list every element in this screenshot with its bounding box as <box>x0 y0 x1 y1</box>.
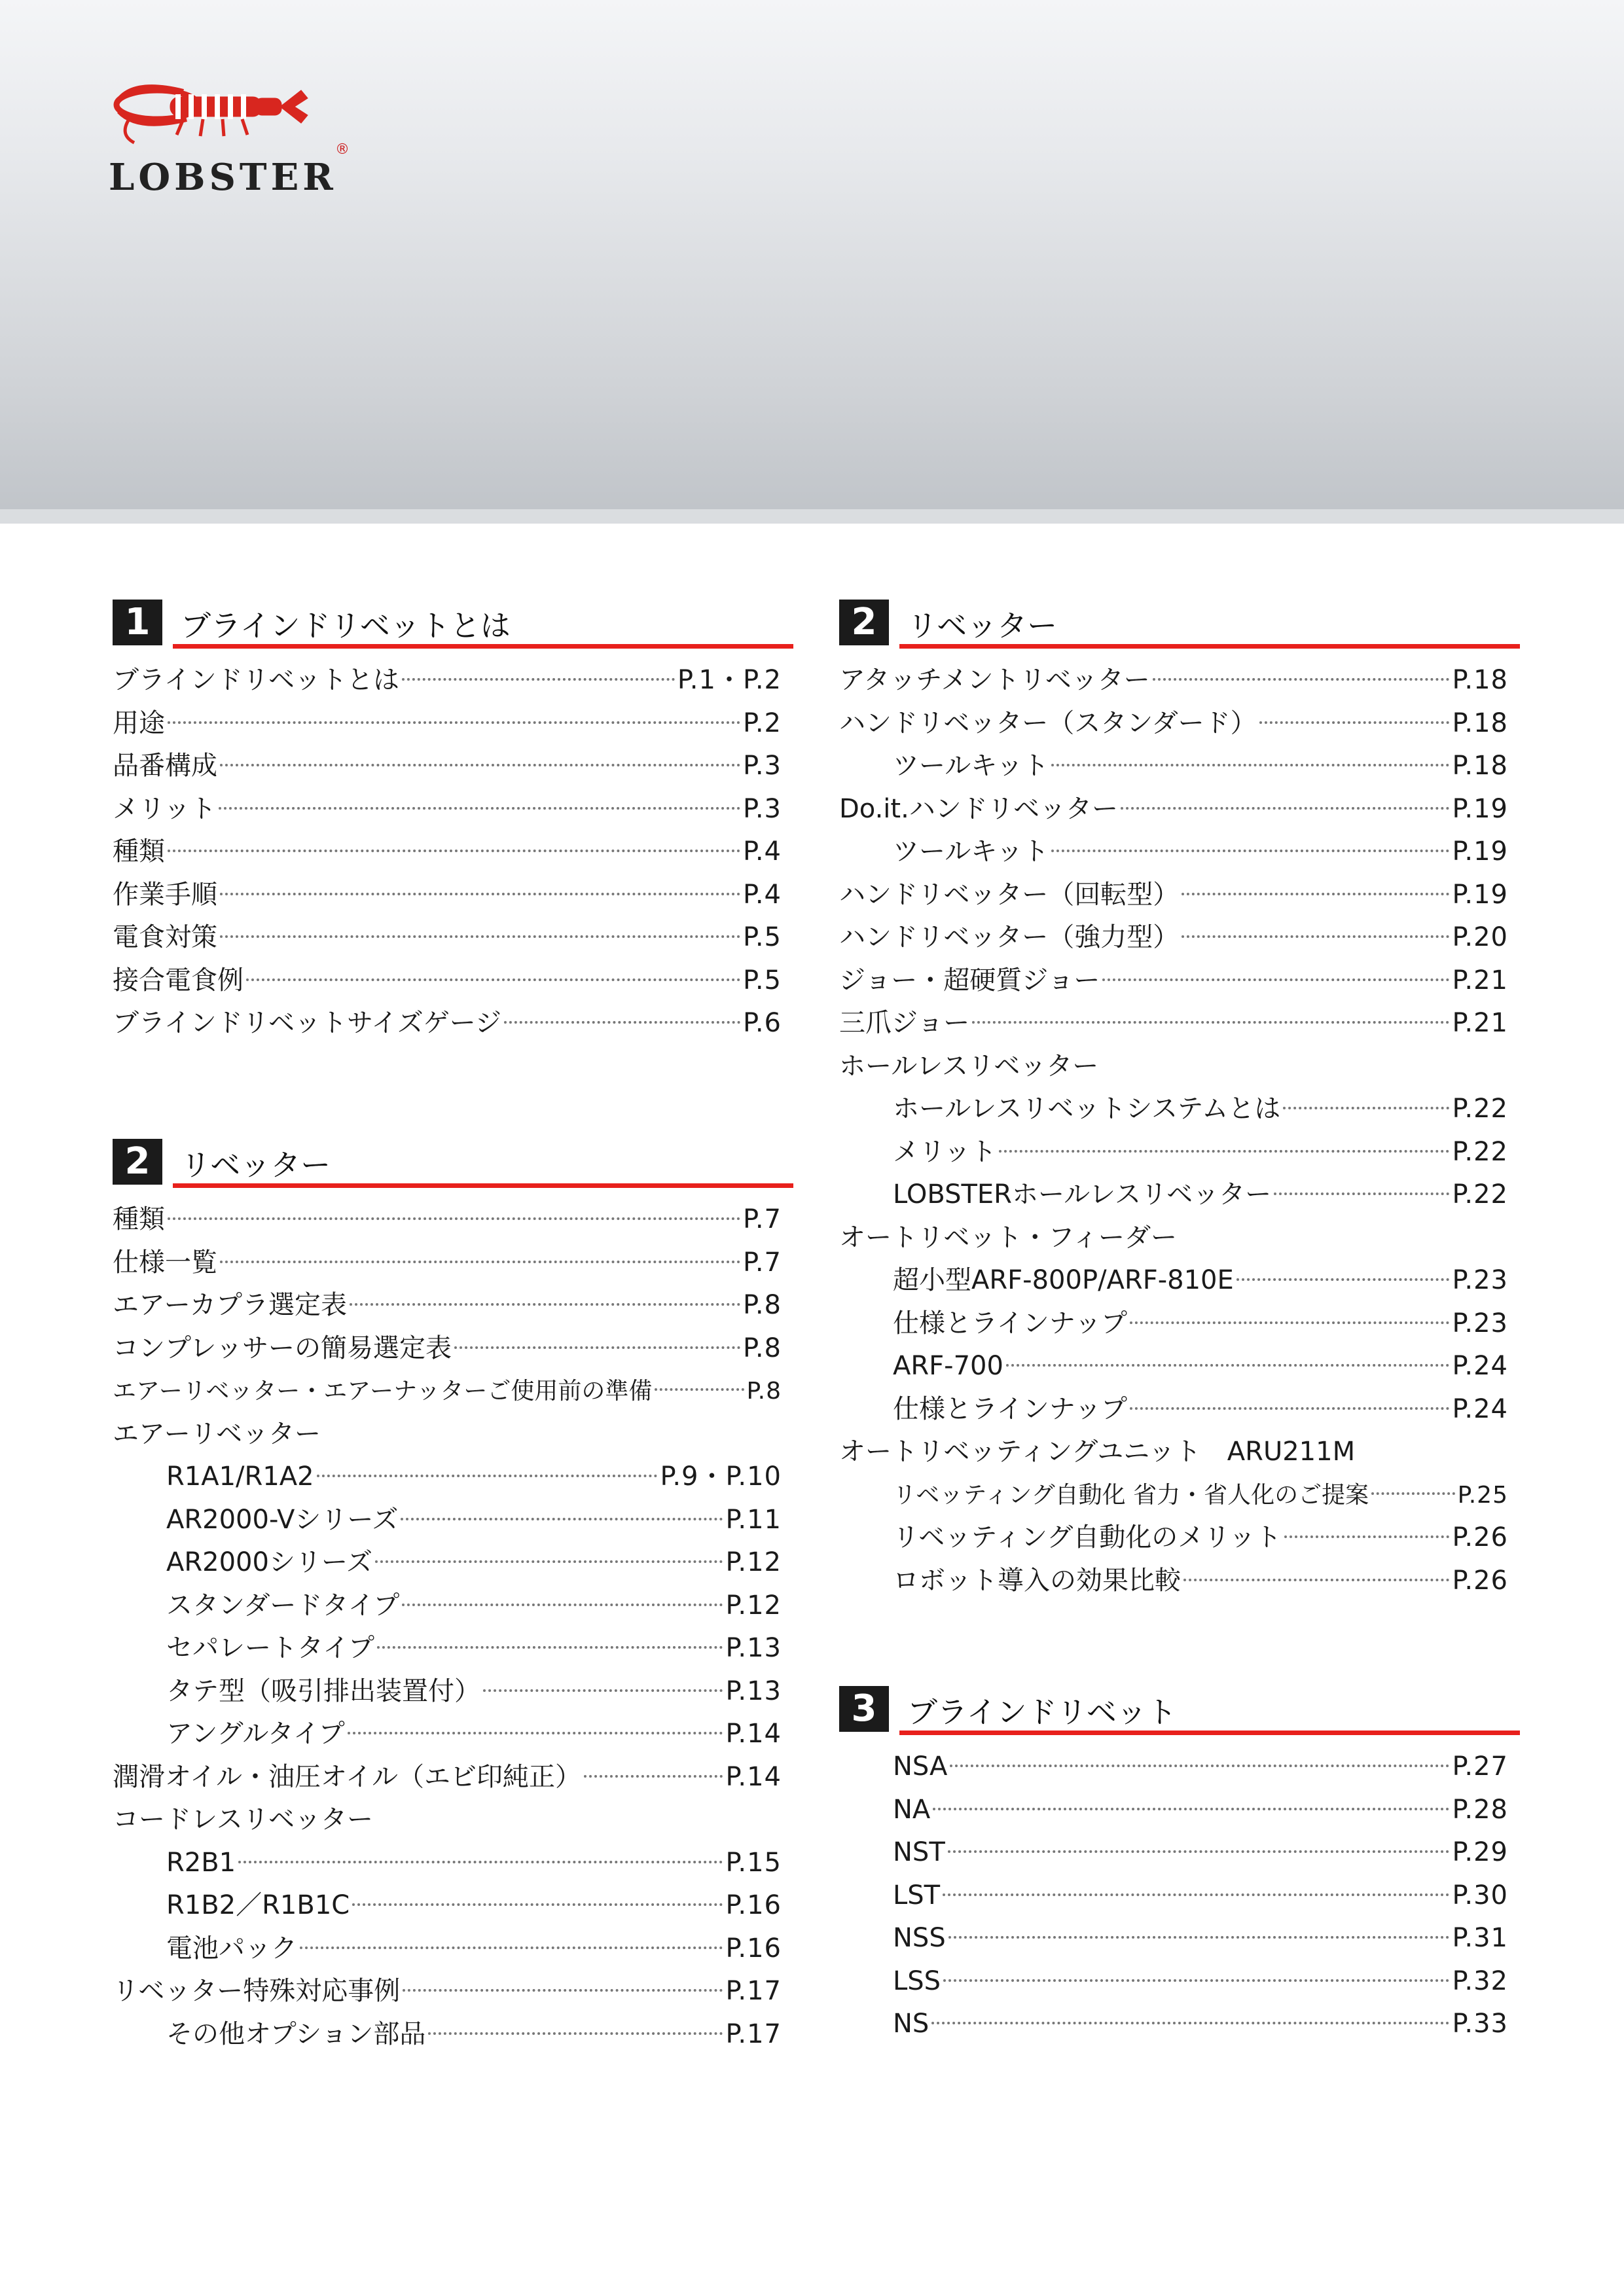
toc-entry <box>839 1516 1508 1560</box>
lobster-logo-icon <box>105 72 353 157</box>
dot-leader <box>1259 721 1450 724</box>
toc-entry-title: NSA <box>893 1751 948 1782</box>
toc-entry-page: P.8 <box>742 1290 782 1320</box>
toc-entry-title: ロボット導入の効果比較 <box>893 1565 1181 1596</box>
toc-entry-page: P.26 <box>1452 1565 1508 1596</box>
toc-entry-title: 接合電食例 <box>113 965 244 996</box>
dot-leader <box>931 2022 1449 2024</box>
toc-entry-page: P.24 <box>1452 1351 1508 1381</box>
toc-entry-page: P.18 <box>1452 665 1508 695</box>
dot-leader <box>168 1217 740 1220</box>
registered-mark: ® <box>335 141 350 158</box>
toc-entry <box>113 874 782 917</box>
toc-entry-page: P.8 <box>742 1333 782 1363</box>
toc-entry <box>839 745 1508 788</box>
toc-entry-title: エアーカプラ選定表 <box>113 1290 347 1320</box>
toc-entry-title: ブラインドリベットサイズゲージ <box>113 1008 501 1038</box>
toc-entry-page: P.13 <box>725 1676 782 1706</box>
toc-entry-page: P.30 <box>1452 1880 1508 1910</box>
toc-list <box>839 659 1508 1602</box>
toc-entry-title: ホールレスリベットシステムとは <box>893 1094 1281 1124</box>
toc-entry <box>839 1831 1508 1874</box>
toc-entry-page: P.1・P.2 <box>677 665 782 695</box>
dot-leader <box>220 764 740 766</box>
dot-leader <box>348 1732 723 1734</box>
toc-entry <box>839 659 1508 702</box>
toc-entry <box>839 1302 1508 1346</box>
dot-leader <box>375 1560 723 1563</box>
toc-entry-page: P.25 <box>1457 1481 1508 1509</box>
toc-entry <box>113 1541 782 1585</box>
toc-entry-title: リベッティング自動化のメリット <box>893 1522 1282 1552</box>
toc-entry-page: P.19 <box>1452 836 1508 867</box>
toc-entry-title: ハンドリベッター（強力型） <box>839 922 1180 952</box>
toc-entry-page: P.9・P.10 <box>660 1462 782 1492</box>
dot-leader <box>950 1765 1449 1767</box>
toc-entry <box>839 1431 1508 1474</box>
toc-entry-title: オートリベット・フィーダー <box>839 1222 1177 1253</box>
toc-entry-title: R1B2／R1B1C <box>166 1890 350 1920</box>
dot-leader <box>1274 1193 1449 1195</box>
toc-entry-title: エアーリベッター・エアーナッターご使用前の準備 <box>113 1378 653 1405</box>
toc-entry-page: P.5 <box>742 922 782 952</box>
dot-leader <box>1182 893 1449 895</box>
toc-entry-page: P.7 <box>742 1247 782 1278</box>
toc-entry-page: P.22 <box>1452 1179 1508 1210</box>
section-header <box>113 596 793 648</box>
dot-leader <box>1121 807 1449 810</box>
section-3 <box>839 1682 1520 2046</box>
toc-entry-page: P.5 <box>742 965 782 996</box>
toc-entry-title: スタンダードタイプ <box>166 1590 400 1621</box>
toc-entry-page: P.21 <box>1452 1008 1508 1038</box>
section-title: リベッター <box>181 1147 331 1183</box>
section-2-left <box>113 1135 793 2056</box>
toc-entry-page: P.6 <box>742 1008 782 1038</box>
toc-entry-page: P.32 <box>1452 1965 1508 1996</box>
toc-entry <box>113 916 782 960</box>
toc-entry <box>839 1088 1508 1131</box>
dot-leader <box>999 1150 1449 1153</box>
dot-leader <box>1102 978 1449 981</box>
dot-leader <box>1051 850 1449 852</box>
section-2-right <box>839 596 1520 1602</box>
dot-leader <box>933 1808 1449 1810</box>
toc-entry-page: P.27 <box>1452 1751 1508 1782</box>
dot-leader <box>1182 935 1449 938</box>
dot-leader <box>1130 1407 1449 1410</box>
toc-entry-page: P.11 <box>725 1504 782 1535</box>
toc-entry-title: 電池パック <box>166 1933 297 1964</box>
toc-entry <box>113 1799 782 1842</box>
toc-entry <box>839 1345 1508 1388</box>
toc-entry-title: ARF-700 <box>893 1351 1003 1381</box>
toc-entry-title: 超小型ARF-800P/ARF-810E <box>893 1265 1234 1295</box>
toc-entry <box>113 1499 782 1542</box>
dot-leader <box>454 1346 740 1349</box>
toc-entry-page: P.29 <box>1452 1837 1508 1867</box>
toc-entry-title: タテ型（吸引排出装置付） <box>166 1676 480 1706</box>
toc-entry <box>839 1217 1508 1260</box>
toc-entry-title: AR2000-Vシリーズ <box>166 1504 399 1535</box>
toc-entry-page: P.17 <box>725 1976 782 2006</box>
toc-entry-title: アタッチメントリベッター <box>839 665 1150 695</box>
toc-entry-page: P.26 <box>1452 1522 1508 1552</box>
toc-entry <box>839 1131 1508 1174</box>
dot-leader <box>246 978 740 981</box>
toc-entry <box>839 1560 1508 1603</box>
section-1 <box>113 596 793 1045</box>
dot-leader <box>350 1303 740 1306</box>
toc-entry-title: アングルタイプ <box>166 1719 345 1749</box>
dot-leader <box>1371 1492 1455 1495</box>
section-title: ブラインドリベット <box>907 1695 1177 1730</box>
dot-leader <box>401 1518 723 1520</box>
toc-entry <box>113 1413 782 1456</box>
toc-entry-title: ツールキット <box>893 836 1049 867</box>
toc-entry-page: P.19 <box>1452 879 1508 910</box>
toc-entry <box>839 1789 1508 1832</box>
dot-leader <box>317 1475 658 1477</box>
toc-entry-title: LSS <box>893 1965 941 1996</box>
dot-leader <box>1236 1278 1450 1281</box>
section-number: 2 <box>113 1139 162 1185</box>
toc-entry-page: P.8 <box>746 1378 782 1405</box>
toc-entry-page: P.12 <box>725 1590 782 1621</box>
toc-entry-title: その他オプション部品 <box>166 2018 426 2049</box>
dot-leader <box>168 721 740 724</box>
toc-entry <box>839 1002 1508 1045</box>
dot-leader <box>943 1893 1449 1896</box>
dot-leader <box>948 1936 1450 1939</box>
toc-entry <box>113 1370 782 1413</box>
toc-entry-page: P.18 <box>1452 708 1508 738</box>
dot-leader <box>428 2032 723 2035</box>
dot-leader <box>403 1989 723 1992</box>
toc-entry-title: コードレスリベッター <box>113 1804 373 1835</box>
dot-leader <box>1130 1321 1449 1324</box>
toc-entry <box>839 1746 1508 1789</box>
toc-entry-page: P.33 <box>1452 2009 1508 2039</box>
toc-entry-title: ツールキット <box>893 751 1049 781</box>
toc-entry-title: NST <box>893 1837 945 1867</box>
toc-entry-page: P.14 <box>725 1719 782 1749</box>
dot-leader <box>219 807 740 810</box>
toc-entry <box>113 1002 782 1045</box>
dot-leader <box>1284 1535 1450 1538</box>
section-rule <box>899 644 1520 649</box>
dot-leader <box>504 1021 740 1024</box>
toc-entry <box>839 1174 1508 1217</box>
toc-entry <box>113 1284 782 1327</box>
toc-entry-page: P.23 <box>1452 1308 1508 1338</box>
toc-entry <box>113 702 782 745</box>
toc-entry <box>113 1627 782 1670</box>
dot-leader <box>300 1946 723 1949</box>
toc-entry-title: メリット <box>893 1136 997 1167</box>
toc-entry <box>113 1327 782 1371</box>
toc-entry <box>113 1456 782 1499</box>
toc-entry-title: ジョー・超硬質ジョー <box>839 965 1100 996</box>
brand-wordmark: LOBSTER <box>109 156 337 199</box>
toc-entry-title: 電食対策 <box>113 922 217 952</box>
toc-entry-page: P.13 <box>725 1633 782 1663</box>
toc-entry-page: P.4 <box>742 836 782 867</box>
toc-entry-page: P.20 <box>1452 922 1508 952</box>
toc-entry-title: 作業手順 <box>113 879 217 910</box>
toc-entry-title: ハンドリベッター（回転型） <box>839 879 1180 910</box>
dot-leader <box>402 1604 723 1606</box>
toc-entry-title: コンプレッサーの簡易選定表 <box>113 1333 452 1363</box>
toc-entry-title: NS <box>893 2009 929 2039</box>
toc-entry <box>839 1474 1508 1517</box>
toc-entry-title: R2B1 <box>166 1847 236 1878</box>
dot-leader <box>1153 678 1450 681</box>
dot-leader <box>972 1021 1449 1024</box>
toc-entry-title: AR2000シリーズ <box>166 1547 372 1577</box>
section-number: 3 <box>839 1686 889 1732</box>
brand-logo <box>105 72 353 203</box>
dot-leader <box>220 1261 740 1263</box>
toc-entry-page: P.22 <box>1452 1094 1508 1124</box>
toc-entry-page: P.16 <box>725 1890 782 1920</box>
toc-entry <box>113 831 782 874</box>
toc-entry-title: 仕様とラインナップ <box>893 1308 1127 1338</box>
toc-entry-title: メリット <box>113 793 217 824</box>
toc-entry-page: P.3 <box>742 751 782 781</box>
toc-entry <box>113 960 782 1003</box>
toc-entry-page: P.7 <box>742 1204 782 1234</box>
toc-entry <box>839 1045 1508 1088</box>
toc-entry <box>113 659 782 702</box>
toc-entry-page: P.19 <box>1452 793 1508 824</box>
toc-list <box>113 1198 782 2056</box>
dot-leader <box>1006 1364 1450 1367</box>
toc-entry-title: LST <box>893 1880 941 1910</box>
toc-entry <box>113 2013 782 2056</box>
toc-entry <box>113 1670 782 1713</box>
toc-entry <box>113 1585 782 1628</box>
dot-leader <box>1183 1579 1449 1581</box>
dot-leader <box>168 850 740 852</box>
section-title: ブラインドリベットとは <box>181 608 511 643</box>
toc-list <box>839 1746 1508 2046</box>
toc-entry-title: ブラインドリベットとは <box>113 665 399 695</box>
dot-leader <box>1051 764 1449 766</box>
dot-leader <box>402 678 675 681</box>
toc-entry <box>113 788 782 831</box>
section-rule <box>173 1183 793 1188</box>
toc-entry <box>113 1756 782 1799</box>
toc-entry-title: 三爪ジョー <box>839 1008 970 1038</box>
dot-leader <box>1283 1107 1449 1109</box>
toc-entry-page: P.3 <box>742 793 782 824</box>
dot-leader <box>352 1903 723 1906</box>
toc-entry <box>839 1874 1508 1918</box>
toc-entry <box>113 1198 782 1242</box>
section-header <box>113 1135 793 1187</box>
toc-entry <box>839 702 1508 745</box>
toc-entry <box>113 1884 782 1928</box>
toc-entry-title: ホールレスリベッター <box>839 1050 1099 1081</box>
section-header <box>839 1682 1520 1734</box>
toc-entry <box>113 1713 782 1756</box>
toc-entry-title: リベッティング自動化 省力・省人化のご提案 <box>893 1481 1369 1509</box>
toc-entry <box>839 2003 1508 2046</box>
toc-entry <box>839 788 1508 831</box>
toc-entry <box>113 1242 782 1285</box>
toc-entry-title: 種類 <box>113 836 165 867</box>
toc-entry-title: オートリベッティングユニット ARU211M <box>839 1437 1356 1467</box>
dot-leader <box>584 1775 723 1778</box>
toc-entry <box>839 960 1508 1003</box>
toc-entry-page: P.23 <box>1452 1265 1508 1295</box>
dot-leader <box>943 1979 1449 1982</box>
toc-entry <box>113 1970 782 2013</box>
dot-leader <box>483 1689 723 1692</box>
toc-entry-page: P.14 <box>725 1761 782 1792</box>
toc-entry-title: R1A1/R1A2 <box>166 1462 314 1492</box>
dot-leader <box>948 1850 1450 1853</box>
section-header <box>839 596 1520 648</box>
toc-entry-page: P.15 <box>725 1847 782 1878</box>
toc-entry <box>839 1259 1508 1302</box>
toc-entry-title: セパレートタイプ <box>166 1633 374 1663</box>
dot-leader <box>655 1388 744 1391</box>
toc-entry-page: P.24 <box>1452 1393 1508 1424</box>
section-number: 1 <box>113 600 162 645</box>
toc-entry-title: リベッター特殊対応事例 <box>113 1976 401 2006</box>
toc-entry-title: 潤滑オイル・油圧オイル（エビ印純正） <box>113 1761 581 1792</box>
toc-entry-page: P.31 <box>1452 1923 1508 1953</box>
dot-leader <box>220 935 740 938</box>
toc-entry-page: P.21 <box>1452 965 1508 996</box>
toc-list <box>113 659 782 1045</box>
toc-entry-page: P.4 <box>742 879 782 910</box>
toc-entry <box>839 1917 1508 1960</box>
toc-entry-title: Do.it.ハンドリベッター <box>839 793 1118 824</box>
toc-entry <box>839 1960 1508 2003</box>
toc-entry <box>839 874 1508 917</box>
toc-entry-title: 用途 <box>113 708 165 738</box>
toc-entry-page: P.22 <box>1452 1136 1508 1167</box>
toc-entry-title: 品番構成 <box>113 751 217 781</box>
toc-entry-page: P.2 <box>742 708 782 738</box>
toc-entry-title: エアーリベッター <box>113 1418 321 1449</box>
toc-entry <box>839 916 1508 960</box>
toc-entry <box>113 1928 782 1971</box>
toc-entry-title: LOBSTERホールレスリベッター <box>893 1179 1272 1210</box>
toc-entry-page: P.28 <box>1452 1794 1508 1825</box>
toc-entry-title: NA <box>893 1794 931 1825</box>
toc-entry <box>113 1842 782 1885</box>
section-rule <box>899 1731 1520 1735</box>
toc-entry-title: 種類 <box>113 1204 165 1234</box>
toc-entry-title: NSS <box>893 1923 946 1953</box>
toc-entry <box>839 1388 1508 1431</box>
toc-entry <box>113 745 782 788</box>
section-rule <box>173 644 793 649</box>
section-title: リベッター <box>907 608 1058 643</box>
toc-entry-page: P.17 <box>725 2018 782 2049</box>
dot-leader <box>238 1861 723 1863</box>
section-number: 2 <box>839 600 889 645</box>
toc-entry-page: P.16 <box>725 1933 782 1964</box>
dot-leader <box>377 1646 723 1649</box>
toc-entry-page: P.12 <box>725 1547 782 1577</box>
toc-entry-title: 仕様一覧 <box>113 1247 217 1278</box>
toc-entry-page: P.18 <box>1452 751 1508 781</box>
toc-entry-title: ハンドリベッター（スタンダード） <box>839 708 1257 738</box>
toc-entry-title: 仕様とラインナップ <box>893 1393 1127 1424</box>
dot-leader <box>220 893 740 895</box>
toc-entry <box>839 831 1508 874</box>
